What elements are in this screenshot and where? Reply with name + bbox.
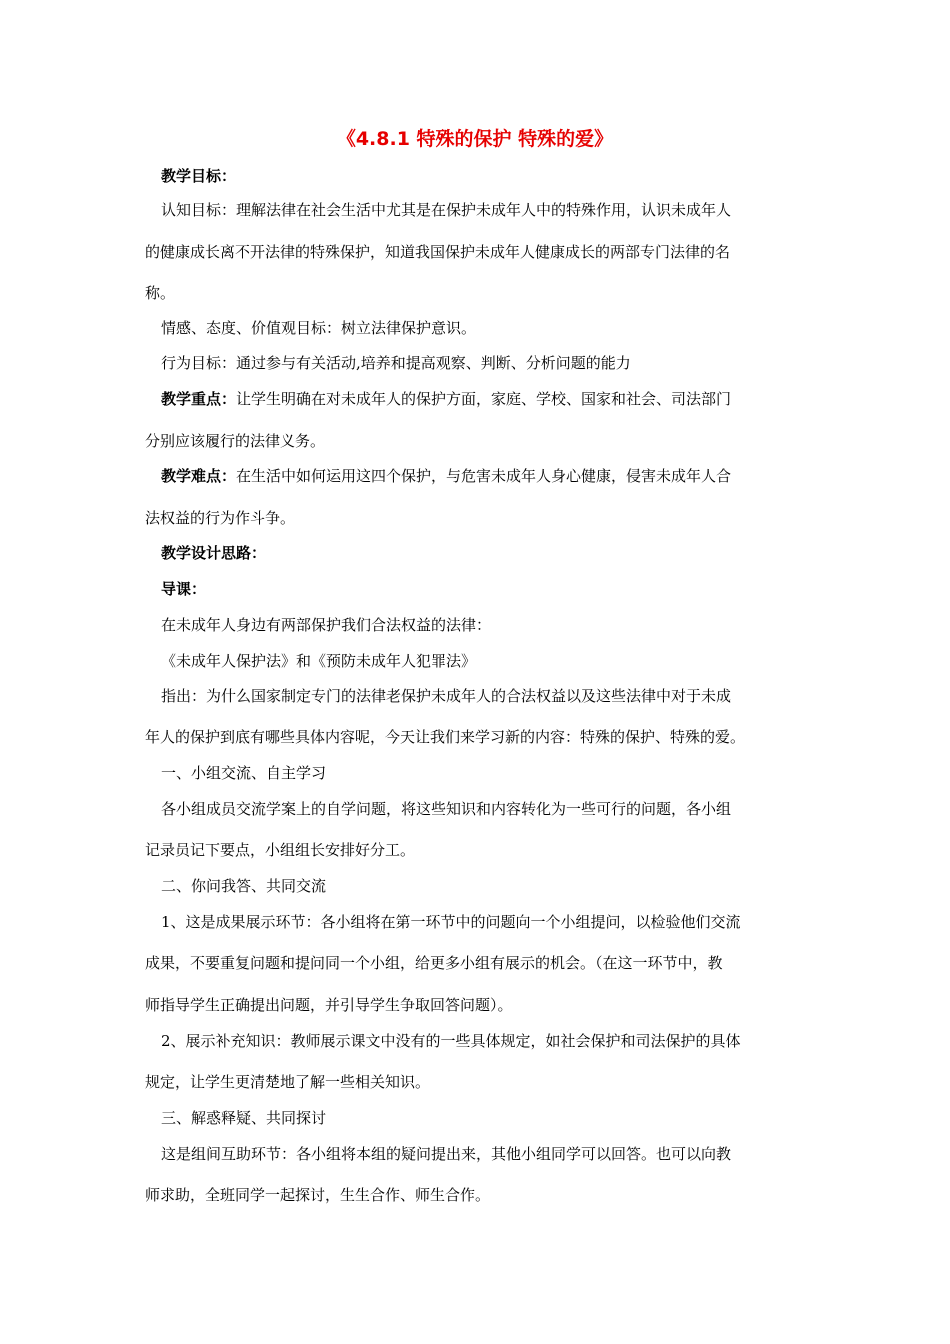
key-point-text: 让学生明确在对未成年人的保护方面，家庭、学校、国家和社会、司法部门 [236, 390, 732, 408]
difficulty-label: 教学难点： [161, 467, 237, 485]
document-title: 《4.8.1 特殊的保护 特殊的爱》 [336, 128, 614, 150]
key-point-line-2: 分别应该履行的法律义务。 [145, 432, 326, 450]
section-1-line-1: 各小组成员交流学案上的自学问题，将这些知识和内容转化为一些可行的问题，各小组 [161, 800, 732, 818]
section-2-item-2-line-1: 2、展示补充知识：教师展示课文中没有的一些具体规定，如社会保护和司法保护的具体 [161, 1032, 741, 1050]
section-2-item-1-line-2: 成果，不要重复问题和提问同一个小组，给更多小组有展示的机会。（在这一环节中，教 [145, 954, 723, 972]
key-point-line-1 [161, 389, 810, 409]
section-2-item-1-line-1: 1、这是成果展示环节：各小组将在第一环节中的问题向一个小组提问，以检验他们交流 [161, 913, 741, 931]
difficulty-line-2: 法权益的行为作斗争。 [145, 509, 296, 527]
difficulty-line-1 [161, 466, 810, 486]
section-3-line-1: 这是组间互助环节：各小组将本组的疑问提出来，其他小组同学可以回答。也可以向教 [161, 1145, 732, 1163]
section-2-item-1-line-3: 师指导学生正确提出问题，并引导学生争取回答问题）。 [145, 996, 513, 1014]
intro-heading: 导课： [161, 580, 207, 598]
behavior-objective: 行为目标：通过参与有关活动,培养和提高观察、判断、分析问题的能力 [161, 354, 631, 372]
point-out-line-2: 年人的保护到底有哪些具体内容呢，今天让我们来学习新的内容：特殊的保护、特殊的爱。 [145, 728, 746, 746]
section-1-heading: 一、小组交流、自主学习 [161, 764, 327, 782]
objectives-heading: 教学目标： [161, 167, 237, 185]
section-3-heading: 三、解惑释疑、共同探讨 [161, 1109, 327, 1127]
point-out-line-1: 指出：为什么国家制定专门的法律老保护未成年人的合法权益以及这些法律中对于未成 [161, 687, 732, 705]
section-1-line-2: 记录员记下要点，小组组长安排好分工。 [145, 841, 416, 859]
emotion-objective: 情感、态度、价值观目标：树立法律保护意识。 [161, 319, 477, 337]
cognitive-line-1: 认知目标：理解法律在社会生活中尤其是在保护未成年人中的特殊作用，认识未成年人 [161, 201, 732, 219]
design-heading: 教学设计思路： [161, 544, 267, 562]
difficulty-text: 在生活中如何运用这四个保护，与危害未成年人身心健康，侵害未成年人合 [236, 467, 732, 485]
cognitive-line-2: 的健康成长离不开法律的特殊保护，知道我国保护未成年人健康成长的两部专门法律的名 [145, 243, 731, 261]
section-2-heading: 二、你问我答、共同交流 [161, 877, 327, 895]
laws-line: 《未成年人保护法》和《预防未成年人犯罪法》 [161, 652, 477, 670]
key-point-label: 教学重点： [161, 390, 237, 408]
section-3-line-2: 师求助，全班同学一起探讨，生生合作、师生合作。 [145, 1186, 491, 1204]
section-2-item-2-line-2: 规定，让学生更清楚地了解一些相关知识。 [145, 1073, 431, 1091]
intro-text: 在未成年人身边有两部保护我们合法权益的法律： [161, 616, 492, 634]
cognitive-line-3: 称。 [145, 284, 176, 302]
